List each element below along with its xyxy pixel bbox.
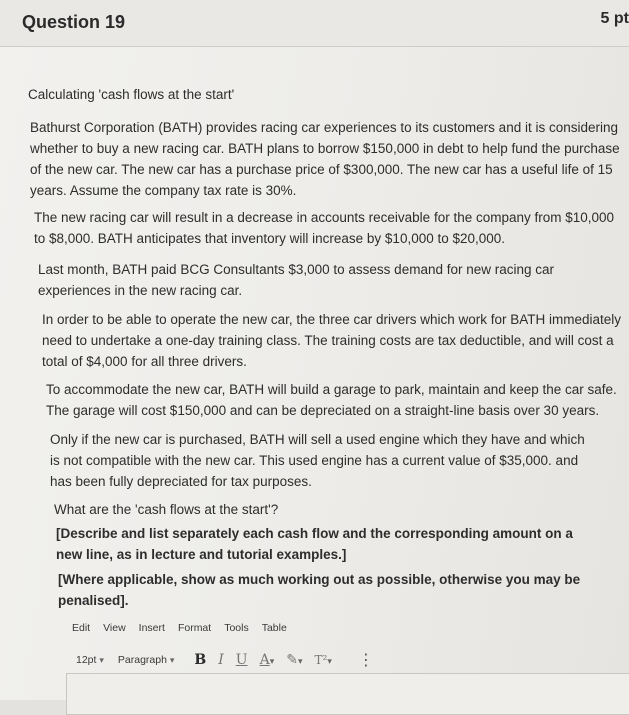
superscript-icon: T² — [314, 653, 328, 667]
chevron-down-icon: ▾ — [297, 657, 303, 667]
question-header — [0, 0, 629, 47]
text-color-button[interactable] — [260, 652, 275, 668]
font-size-select[interactable] — [76, 654, 104, 666]
question-points: 5 pt — [600, 10, 629, 27]
chevron-down-icon: ▾ — [269, 657, 275, 667]
menu-format[interactable]: Format — [177, 622, 212, 634]
paragraph-format-select[interactable] — [118, 654, 175, 666]
paragraph-format-value: Paragraph — [117, 654, 167, 666]
editor-toolbar — [76, 650, 374, 670]
menu-insert[interactable]: Insert — [138, 622, 165, 634]
menu-view[interactable]: View — [103, 622, 126, 634]
paragraph-garage: To accommodate the new car, BATH will build a garage to park, maintain and keep the car safe. The garage will cost $150,000 and can be depreciated on a straight-line basis over 30 years. — [46, 382, 617, 418]
menu-tools[interactable]: Tools — [224, 622, 249, 634]
answer-editor[interactable] — [66, 673, 629, 715]
paragraph-used-engine: Only if the new car is purchased, BATH will sell a used engine which they have and which is not compatible with the new car. This used engine has a current value of $35,000. and has been fully depreciated for tax purposes. — [50, 432, 585, 489]
menu-edit[interactable]: Edit — [72, 622, 91, 634]
menu-table[interactable]: Table — [261, 622, 287, 634]
chevron-down-icon: ▾ — [99, 655, 104, 665]
chevron-down-icon: ▾ — [327, 657, 332, 667]
paragraph-training: In order to be able to operate the new car, the three car drivers which work for BATH immediately need to undertake a one-day training class. The training costs are tax deductible, and will cost a total of $4,000 for all three drivers. — [42, 312, 622, 369]
paragraph-warning: [Where applicable, show as much working out as possible, otherwise you may be penalised]. — [58, 572, 581, 608]
chevron-down-icon: ▾ — [169, 655, 175, 665]
paragraph-instruction: [Describe and list separately each cash flow and the corresponding amount on a new line, as in lecture and tutorial examples.] — [56, 526, 573, 562]
paragraph-question: What are the 'cash flows at the start'? — [54, 502, 279, 517]
font-size-value: 12pt — [76, 654, 97, 666]
superscript-button[interactable] — [315, 653, 332, 667]
question-title: Question 19 — [22, 12, 126, 32]
italic-button[interactable]: I — [218, 652, 224, 668]
text-color-icon: A — [259, 652, 270, 668]
paragraph-company: Bathurst Corporation (BATH) provides racing car experiences to its customers and it is considering whether to buy a new racing car. BATH plans to borrow $150,000 in debt to help fund the purchase of the new car. The new car has a purchase price of $300,000. The new car has a useful life of 15 years. Assume the company tax rate is 30%. — [30, 120, 620, 198]
editor-menubar — [72, 622, 287, 634]
underline-button[interactable]: U — [235, 652, 248, 668]
highlight-icon: ✎ — [286, 652, 298, 668]
bold-button[interactable]: B — [194, 652, 207, 668]
more-options-icon[interactable]: ⋮ — [357, 652, 374, 669]
highlight-button[interactable] — [286, 652, 302, 668]
paragraph-working-capital: The new racing car will result in a decrease in accounts receivable for the company from $10,000 to $8,000. BATH anticipates that inventory will increase by $10,000 to $20,000. — [34, 210, 615, 246]
paragraph-consultants: Last month, BATH paid BCG Consultants $3,000 to assess demand for new racing car experiences in the new racing car. — [38, 262, 555, 298]
question-subtitle: Calculating 'cash flows at the start' — [28, 87, 235, 102]
question-body — [0, 47, 629, 700]
